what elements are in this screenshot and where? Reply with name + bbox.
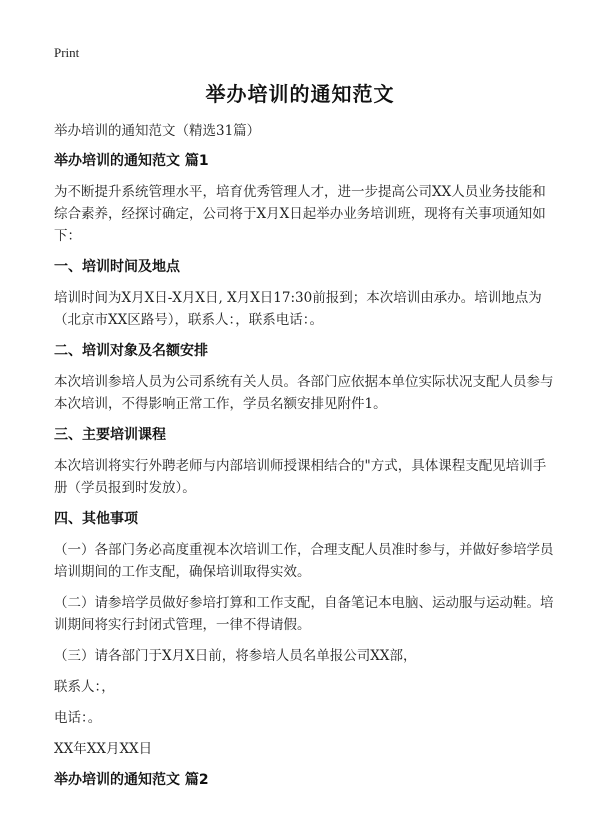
document-subtitle: 举办培训的通知范文（精选31篇） bbox=[54, 123, 261, 139]
other-matter-item-3: （三）请各部门于X月X日前，将参培人员名单报公司XX部， bbox=[54, 648, 417, 664]
phone-line: 电话：。 bbox=[54, 710, 102, 726]
document-title: 举办培训的通知范文 bbox=[205, 82, 395, 106]
article-heading-1: 举办培训的通知范文 篇1 bbox=[54, 153, 209, 169]
print-label: Print bbox=[54, 45, 80, 60]
section-body-courses: 本次培训将实行外聘老师与内部培训师授课相结合的"方式，具体课程支配见培训手册（学员报到时发放）。 bbox=[54, 458, 547, 496]
section-heading-time-location: 一、培训时间及地点 bbox=[54, 259, 180, 275]
section-heading-participants: 二、培训对象及名额安排 bbox=[54, 343, 208, 359]
section-heading-courses: 三、主要培训课程 bbox=[54, 427, 166, 443]
section-body-participants: 本次培训参培人员为公司系统有关人员。各部门应依据本单位实际状况支配人员参与本次培训，不得影响正常工作，学员名额安排见附件1。 bbox=[54, 374, 554, 412]
date-line: XX年XX月XX日 bbox=[54, 741, 153, 757]
section-body-time-location: 培训时间为X月X日-X月X日, X月X日17:30前报到；本次培训由承办。培训地点为（北京市XX区路号），联系人：，联系电话：。 bbox=[54, 290, 542, 328]
section-heading-other-matters: 四、其他事项 bbox=[54, 511, 138, 527]
document-body bbox=[54, 120, 554, 800]
other-matter-item-1: （一）各部门务必高度重视本次培训工作，合理支配人员准时参与，并做好参培学员培训期间的工作支配，确保培训取得实效。 bbox=[54, 542, 554, 580]
other-matter-item-2: （二）请参培学员做好参培打算和工作支配，自备笔记本电脑、运动服与运动鞋。培训期间将实行封闭式管理，一律不得请假。 bbox=[54, 595, 554, 633]
article-heading-2: 举办培训的通知范文 篇2 bbox=[54, 772, 209, 788]
contact-person-line: 联系人：， bbox=[54, 679, 115, 695]
intro-paragraph: 为不断提升系统管理水平，培育优秀管理人才，进一步提高公司XX人员业务技能和综合素养，经探讨确定，公司将于X月X日起举办业务培训班，现将有关事项通知如下： bbox=[54, 184, 546, 244]
